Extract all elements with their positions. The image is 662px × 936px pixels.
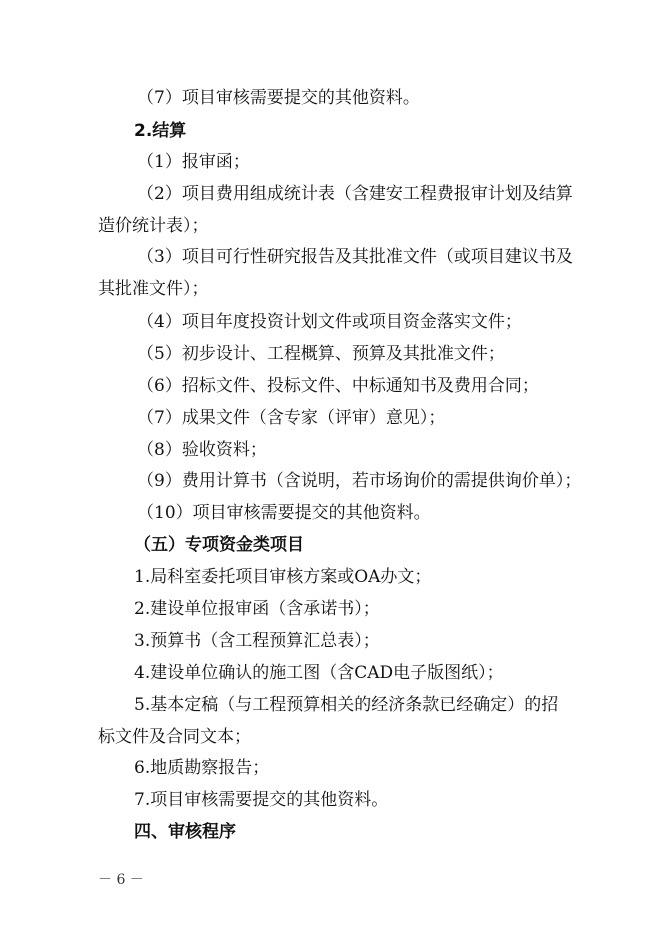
text-line-6: （3）项目可行性研究报告及其批准文件（或项目建议书及 bbox=[137, 247, 573, 267]
text-line-10: （6）招标文件、投标文件、中标通知书及费用合同； bbox=[137, 376, 539, 396]
text-line-1: （7）项目审核需要提交的其他资料。 bbox=[137, 88, 420, 108]
heading-settlement: 2.结算 bbox=[134, 121, 187, 141]
text-line-5: 造价统计表）； bbox=[98, 216, 209, 236]
text-line-9: （5）初步设计、工程概算、预算及其批准文件； bbox=[137, 344, 505, 364]
text-line-8: （4）项目年度投资计划文件或项目资金落实文件； bbox=[137, 312, 522, 332]
text-line-21: 标文件及合同文本； bbox=[98, 727, 251, 747]
heading-review-procedure: 四、审核程序 bbox=[134, 822, 236, 842]
heading-special-funds: （五）专项资金类项目 bbox=[134, 535, 304, 555]
text-line-18: 3.预算书（含工程预算汇总表）； bbox=[134, 631, 380, 651]
text-line-19: 4.建设单位确认的施工图（含CAD电子版图纸）； bbox=[134, 663, 504, 683]
text-line-14: （10）项目审核需要提交的其他资料。 bbox=[137, 503, 431, 523]
text-line-4: （2）项目费用组成统计表（含建安工程费报审计划及结算 bbox=[137, 184, 573, 204]
text-line-23: 7.项目审核需要提交的其他资料。 bbox=[134, 790, 389, 810]
text-line-3: （1）报审函； bbox=[137, 152, 250, 172]
text-line-7: 其批准文件）； bbox=[98, 279, 209, 299]
text-line-22: 6.地质勘察报告； bbox=[134, 758, 270, 778]
page-number: － 6 － bbox=[98, 872, 144, 888]
text-line-16: 1.局科室委托项目审核方案或OA办文； bbox=[134, 567, 432, 587]
text-line-20: 5.基本定稿（与工程预算相关的经济条款已经确定）的招 bbox=[134, 695, 559, 715]
text-line-17: 2.建设单位报审函（含承诺书）； bbox=[134, 599, 380, 619]
text-line-12: （8）验收资料； bbox=[137, 440, 267, 460]
text-line-13: （9）费用计算书（含说明，若市场询价的需提供询价单）； bbox=[137, 471, 582, 491]
text-line-11: （7）成果文件（含专家（评审）意见）； bbox=[137, 408, 446, 428]
